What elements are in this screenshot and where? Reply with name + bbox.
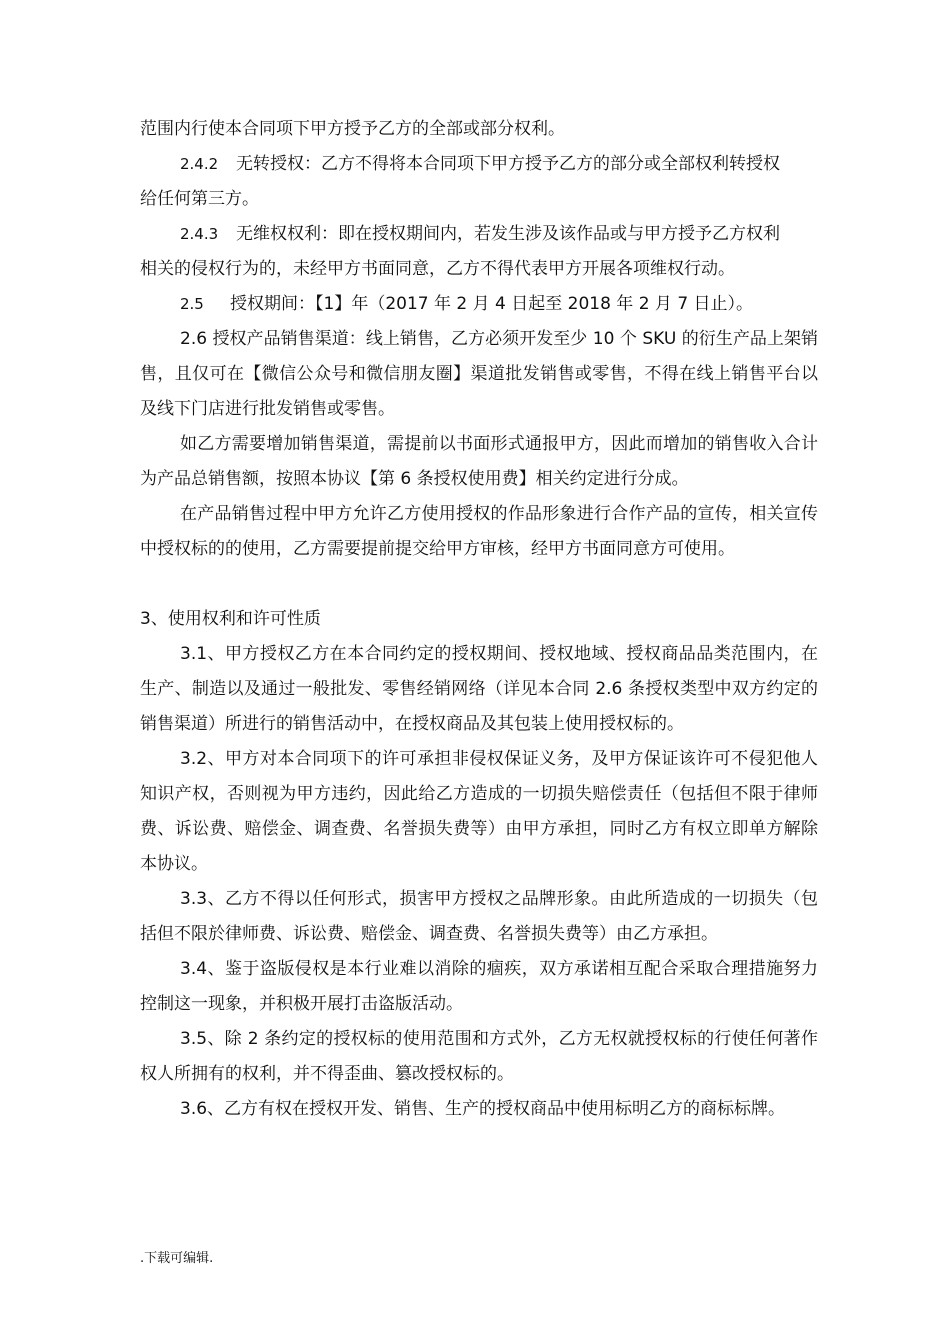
clause-number: 2.5: [180, 295, 204, 313]
paragraph-continuation: 范围内行使本合同项下甲方授予乙方的全部或部分权利。: [140, 119, 565, 139]
clause-2-4-3-continued: 相关的侵权行为的，未经甲方书面同意，乙方不得代表甲方开展各项维权行动。: [140, 259, 735, 279]
document-body: [140, 112, 818, 1127]
clause-3-4: 3.4、鉴于盗版侵权是本行业难以消除的痼疾，双方承诺相互配合采取合理措施努力控制这一现象，并积极开展打击盗版活动。: [140, 959, 818, 1014]
clause-number: 2.4.3: [180, 225, 219, 243]
clause-3-1: 3.1、甲方授权乙方在本合同约定的授权期间、授权地域、授权商品品类范围内，在生产、制造以及通过一般批发、零售经销网络（详见本合同 2.6 条授权类型中双方约定的销售渠道）所进行的销售活动中，在授权商品及其包装上使用授权标的。: [140, 644, 818, 734]
clause-text: 授权期间：【1】年（2017 年 2 月 4 日起至 2018 年 2 月 7 日止）。: [230, 294, 754, 314]
clause-2-5: [140, 287, 818, 322]
clause-text: 无转授权：乙方不得将本合同项下甲方授予乙方的部分或全部权利转授权: [236, 154, 780, 174]
clause-2-4-2-continued: 给任何第三方。: [140, 189, 259, 209]
clause-3-2: 3.2、甲方对本合同项下的许可承担非侵权保证义务，及甲方保证该许可不侵犯他人知识产权，否则视为甲方违约，因此给乙方造成的一切损失赔偿责任（包括但不限于律师费、诉讼费、赔偿金、调查费、名誉损失费等）由甲方承担，同时乙方有权立即单方解除本协议。: [140, 749, 818, 874]
clause-3-6: 3.6、乙方有权在授权开发、销售、生产的授权商品中使用标明乙方的商标标牌。: [180, 1099, 786, 1119]
clause-3-5: 3.5、除 2 条约定的授权标的使用范围和方式外，乙方无权就授权标的行使任何著作权人所拥有的权利，并不得歪曲、篡改授权标的。: [140, 1029, 818, 1084]
clause-text: 无维权权利：即在授权期间内，若发生涉及该作品或与甲方授予乙方权利: [236, 224, 780, 244]
paragraph-promotion: 在产品销售过程中甲方允许乙方使用授权的作品形象进行合作产品的宣传，相关宣传中授权标的的使用，乙方需要提前提交给甲方审核，经甲方书面同意方可使用。: [140, 504, 818, 559]
page-footer-note: .下载可编辑.: [140, 1251, 214, 1266]
paragraph-sales-channel: 如乙方需要增加销售渠道，需提前以书面形式通报甲方，因此而增加的销售收入合计为产品总销售额，按照本协议【第 6 条授权使用费】相关约定进行分成。: [140, 434, 818, 489]
section-spacer: [140, 567, 818, 602]
clause-2-4-2: [140, 147, 818, 182]
clause-2-6: 2.6 授权产品销售渠道：线上销售，乙方必须开发至少 10 个 SKU 的衍生产品上架销售，且仅可在【微信公众号和微信朋友圈】渠道批发销售或零售，不得在线上销售平台以及线下门店进行批发销售或零售。: [140, 329, 818, 419]
section-3-heading: 3、使用权利和许可性质: [140, 609, 321, 629]
clause-2-4-3: [140, 217, 818, 252]
clause-number: 2.4.2: [180, 155, 219, 173]
clause-3-3: 3.3、乙方不得以任何形式，损害甲方授权之品牌形象。由此所造成的一切损失（包括但不限於律师费、诉讼费、赔偿金、调查费、名誉损失费等）由乙方承担。: [140, 889, 818, 944]
